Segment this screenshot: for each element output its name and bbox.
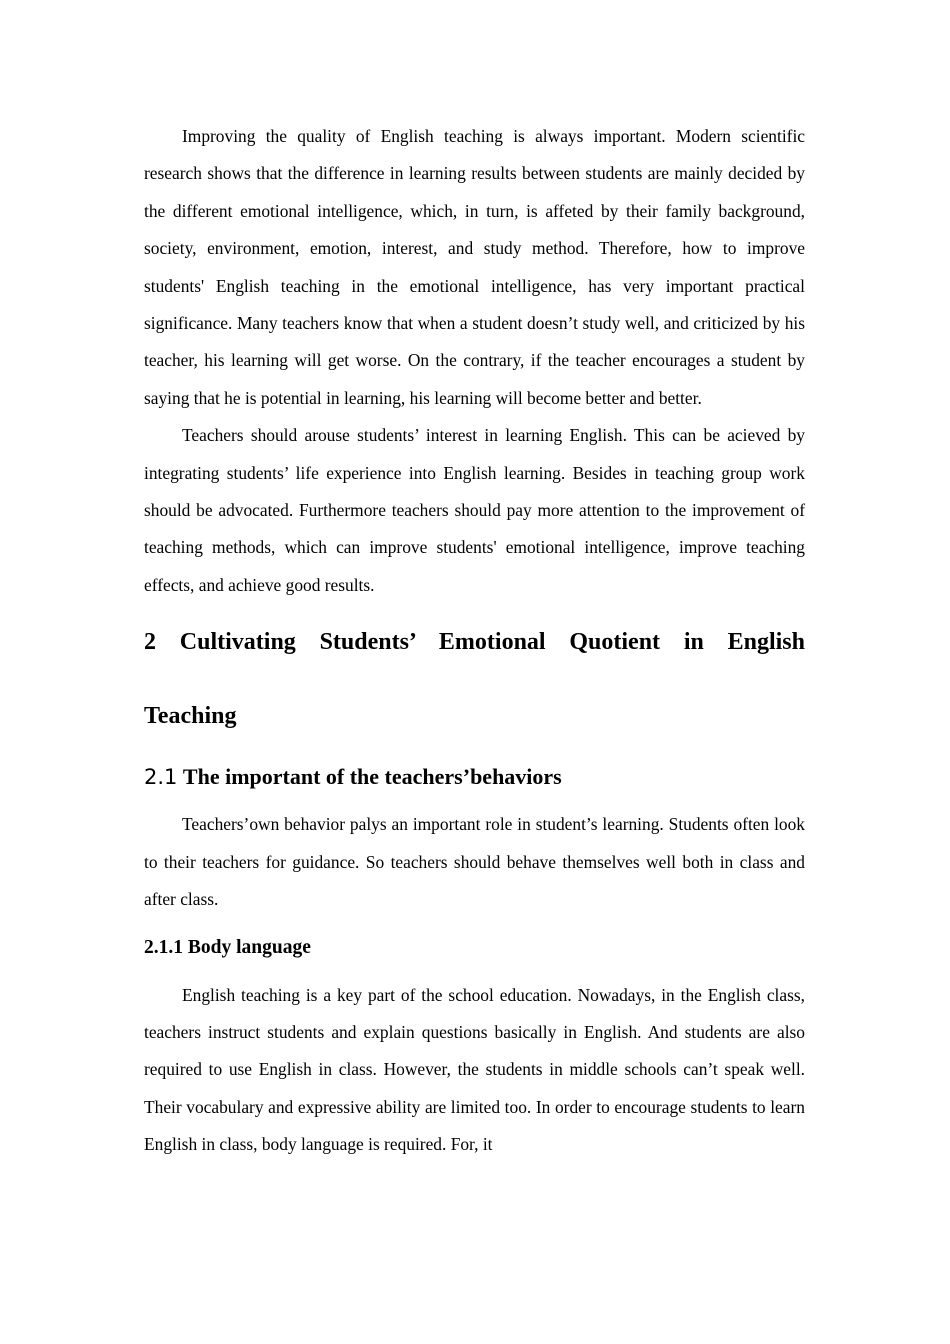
paragraph-intro-quality: Improving the quality of English teaching is always important. Modern scientific research shows that the difference in learning results between students are mainly decided by the different emotional intelligence, which, in turn, is affeted by their family background, society, environment, emotion, interest, and study method. Therefore, how to improve students' English teaching in the emotional intelligence, has very important practical significance. Many teachers know that when a student doesn’t study well, and criticized by his teacher, his learning will get worse. On the contrary, if the teacher encourages a student by saying that he is potential in learning, his learning will become better and better. (144, 126, 805, 408)
paragraph-arouse-interest: Teachers should arouse students’ interest in learning English. This can be acieved by integrating students’ life experience into English learning. Besides in teaching group work should be advocated. Furthermore teachers should pay more attention to the improvement of teaching methods, which can improve students' emotional intelligence, improve teaching effects, and achieve good results. (144, 425, 805, 595)
section-2-1-title: The important of the teachers’behaviors (182, 764, 562, 790)
paragraph-teacher-behavior: Teachers’own behavior palys an important role in student’s learning. Students often look to their teachers for guidance. So teachers should behave themselves well both in class and after class. (144, 814, 805, 910)
section-2-heading (144, 620, 805, 736)
section-2-1-heading (144, 762, 805, 792)
section-2-1-1-heading: 2.1.1 Body language (144, 936, 311, 958)
section-2-heading-line-1: 2 Cultivating Students’ Emotional Quotient in English (144, 629, 805, 656)
document-page (144, 118, 805, 1164)
section-2-heading-line-2: Teaching (144, 703, 237, 730)
section-2-1-number: 2.1 (144, 765, 178, 790)
paragraph-body-language: English teaching is a key part of the school education. Nowadays, in the English class, teachers instruct students and explain questions basically in English. And students are also required to use English in class. However, the students in middle schools can’t speak well. Their vocabulary and expressive ability are limited too. In order to encourage students to learn English in class, body language is required. For, it (144, 984, 805, 1155)
